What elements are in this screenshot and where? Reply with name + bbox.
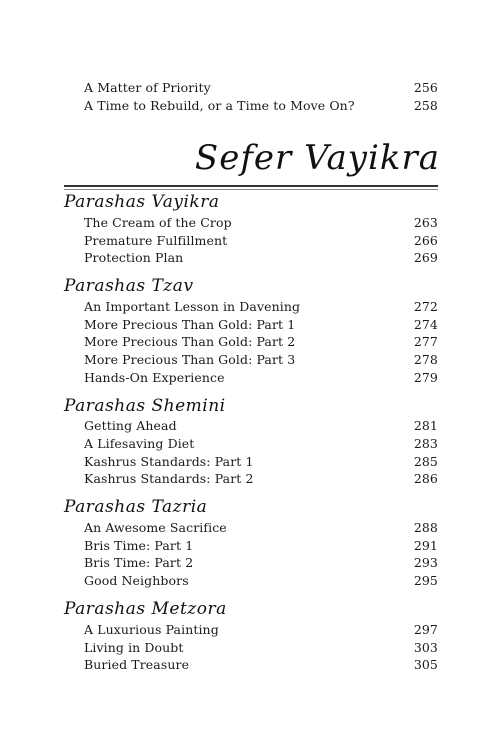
toc-entry [84, 250, 438, 268]
entry-title: An Awesome Sacrifice [84, 520, 227, 535]
entry-page: 291 [413, 538, 438, 553]
entry-title: Kashrus Standards: Part 1 [84, 454, 254, 469]
toc-entry [84, 215, 438, 233]
toc-entry [84, 98, 438, 116]
section-heading: Parashas Metzora [64, 599, 227, 619]
entry-page: 256 [413, 80, 438, 95]
entry-title: More Precious Than Gold: Part 2 [84, 334, 296, 349]
entry-page: 297 [413, 622, 438, 637]
entry-title: More Precious Than Gold: Part 3 [84, 352, 296, 367]
toc-entry [84, 471, 438, 489]
entry-title: An Important Lesson in Davening [84, 299, 301, 314]
section-heading: Parashas Tzav [64, 276, 194, 296]
toc-entry [84, 520, 438, 538]
toc-entry [84, 418, 438, 436]
toc-entry [84, 640, 438, 658]
toc-entry [84, 538, 438, 556]
toc-entry [84, 317, 438, 335]
entry-page: 279 [413, 370, 438, 385]
entry-page: 286 [413, 471, 438, 486]
entry-title: Bris Time: Part 1 [84, 538, 194, 553]
entry-title: Premature Fulfillment [84, 233, 228, 248]
section-heading: Parashas Vayikra [64, 192, 220, 212]
section-heading: Parashas Tazria [64, 497, 208, 517]
toc-entry [84, 454, 438, 472]
toc-entry [84, 352, 438, 370]
entry-page: 283 [413, 436, 438, 451]
entry-page: 274 [413, 317, 438, 332]
entry-page: 272 [413, 299, 438, 314]
entry-title: Kashrus Standards: Part 2 [84, 471, 254, 486]
entry-title: A Lifesaving Diet [84, 436, 195, 451]
entry-page: 266 [413, 233, 438, 248]
toc-entry [84, 436, 438, 454]
entry-title: Good Neighbors [84, 573, 189, 588]
entry-page: 281 [413, 418, 438, 433]
entry-page: 269 [413, 250, 438, 265]
entry-page: 288 [413, 520, 438, 535]
entry-title: More Precious Than Gold: Part 1 [84, 317, 296, 332]
entry-page: 293 [413, 555, 438, 570]
entry-title: Hands-On Experience [84, 370, 225, 385]
entry-title: Buried Treasure [84, 657, 190, 672]
entry-title: Living in Doubt [84, 640, 184, 655]
entry-title: A Matter of Priority [84, 80, 211, 95]
toc-entry [84, 657, 438, 675]
entry-page: 295 [413, 573, 438, 588]
toc-entry [84, 555, 438, 573]
entry-page: 278 [413, 352, 438, 367]
entry-title: Bris Time: Part 2 [84, 555, 194, 570]
toc-entry [84, 370, 438, 388]
title-rule-thin [64, 189, 438, 190]
entry-page: 305 [413, 657, 438, 672]
entry-title: The Cream of the Crop [84, 215, 232, 230]
entry-page: 258 [413, 98, 438, 113]
entry-page: 277 [413, 334, 438, 349]
entry-title: A Time to Rebuild, or a Time to Move On? [84, 98, 355, 113]
entry-page: 263 [413, 215, 438, 230]
entry-page: 285 [413, 454, 438, 469]
book-title: Sefer Vayikra [194, 138, 440, 178]
section-heading: Parashas Shemini [64, 396, 226, 416]
toc-entry [84, 233, 438, 251]
toc-entry [84, 334, 438, 352]
entry-title: Protection Plan [84, 250, 184, 265]
title-rule [64, 185, 438, 187]
toc-entry [84, 622, 438, 640]
entry-title: A Luxurious Painting [84, 622, 219, 637]
toc-entry [84, 573, 438, 591]
entry-page: 303 [413, 640, 438, 655]
entry-title: Getting Ahead [84, 418, 177, 433]
toc-entry [84, 80, 438, 98]
toc-entry [84, 299, 438, 317]
